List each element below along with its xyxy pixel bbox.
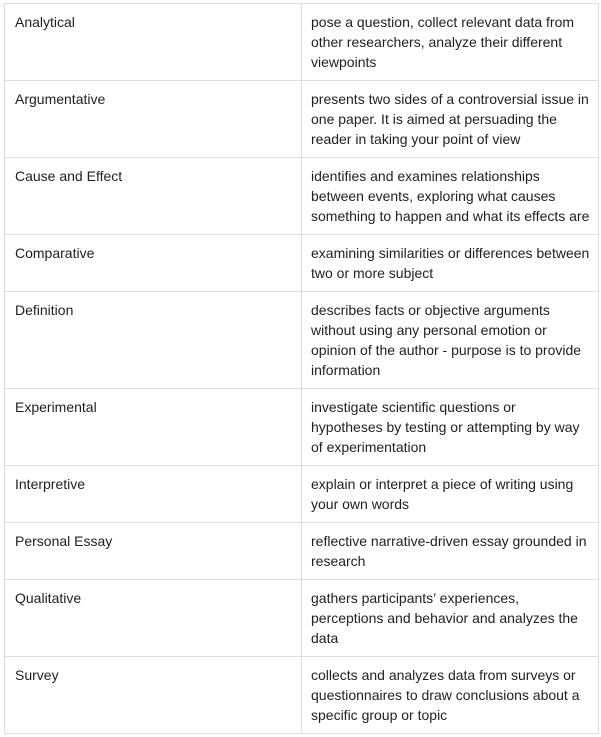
description-cell: reflective narrative-driven essay grounded in research xyxy=(302,523,599,580)
term-cell: Analytical xyxy=(5,4,302,81)
description-cell: investigate scientific questions or hypotheses by testing or attempting by way of experimentation xyxy=(302,389,599,466)
table-row xyxy=(5,523,599,580)
term-cell: Personal Essay xyxy=(5,523,302,580)
description-cell: pose a question, collect relevant data from other researchers, analyze their different viewpoints xyxy=(302,4,599,81)
table-row xyxy=(5,292,599,389)
description-cell: describes facts or objective arguments without using any personal emotion or opinion of the author - purpose is to provide information xyxy=(302,292,599,389)
description-cell: examining similarities or differences between two or more subject xyxy=(302,235,599,292)
table-row xyxy=(5,580,599,657)
table-body xyxy=(5,4,599,734)
term-cell: Qualitative xyxy=(5,580,302,657)
term-cell: Argumentative xyxy=(5,81,302,158)
term-cell: Definition xyxy=(5,292,302,389)
term-cell: Comparative xyxy=(5,235,302,292)
term-cell: Interpretive xyxy=(5,466,302,523)
table-row xyxy=(5,4,599,81)
description-cell: presents two sides of a controversial issue in one paper. It is aimed at persuading the reader in taking your point of view xyxy=(302,81,599,158)
table-row xyxy=(5,81,599,158)
term-cell: Cause and Effect xyxy=(5,158,302,235)
essay-types-table xyxy=(4,3,599,734)
term-cell: Experimental xyxy=(5,389,302,466)
essay-types-table-container xyxy=(4,3,598,734)
table-row xyxy=(5,235,599,292)
term-cell: Survey xyxy=(5,657,302,734)
description-cell: collects and analyzes data from surveys or questionnaires to draw conclusions about a specific group or topic xyxy=(302,657,599,734)
table-row xyxy=(5,158,599,235)
description-cell: gathers participants’ experiences, perceptions and behavior and analyzes the data xyxy=(302,580,599,657)
table-row xyxy=(5,657,599,734)
description-cell: explain or interpret a piece of writing using your own words xyxy=(302,466,599,523)
table-row xyxy=(5,466,599,523)
description-cell: identifies and examines relationships between events, exploring what causes something to happen and what its effects are xyxy=(302,158,599,235)
table-row xyxy=(5,389,599,466)
